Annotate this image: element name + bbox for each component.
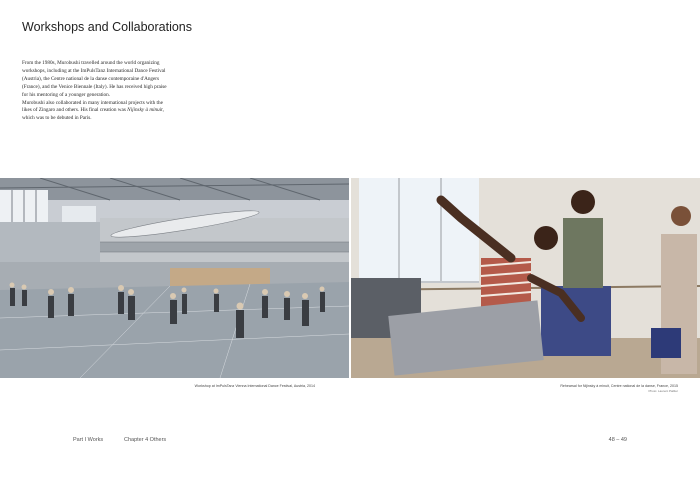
paragraph-2-text: Murobushi also collaborated in many international projects with the likes of Zingaro and others. His final creation was (22, 99, 163, 114)
paragraph-1-text: From the 1980s, Murobushi travelled around the world organizing workshops, including at the ImPulsTanz International Dance Festival (Austria), the Centre national de la danse contemporaine d'Angers (France), and the Venice Biennale (Italy). He has received high praise for his mentoring of a younger generation. (22, 60, 167, 98)
workshop-caption: Workshop at ImPulsTanz Vienna International Dance Festival, Austria, 2014 (194, 384, 315, 388)
workshop-photo-image (0, 178, 349, 378)
page-title: Workshops and Collaborations (22, 20, 193, 34)
photo-credit: Photo: Laurent Paillier (648, 389, 678, 393)
work-title: Nijinsky à minuit (127, 107, 163, 114)
paragraph-1 (22, 60, 172, 100)
rehearsal-photo-image (351, 178, 700, 378)
footer-part: Part I Works (73, 437, 104, 443)
paragraph-2-end: , which was to be debuted in Paris. (22, 107, 164, 122)
footer-chapter: Chapter 4 Others (124, 437, 167, 443)
workshop-photo (0, 178, 349, 378)
page-numbers: 48 – 49 (608, 437, 627, 443)
photo-spread (0, 178, 700, 378)
intro-text (22, 60, 172, 123)
paragraph-2 (22, 100, 172, 124)
rehearsal-photo (351, 178, 700, 378)
rehearsal-caption: Rehearsal for Nijinsky à minuit, Centre national de la danse, France, 2015 (560, 384, 678, 388)
